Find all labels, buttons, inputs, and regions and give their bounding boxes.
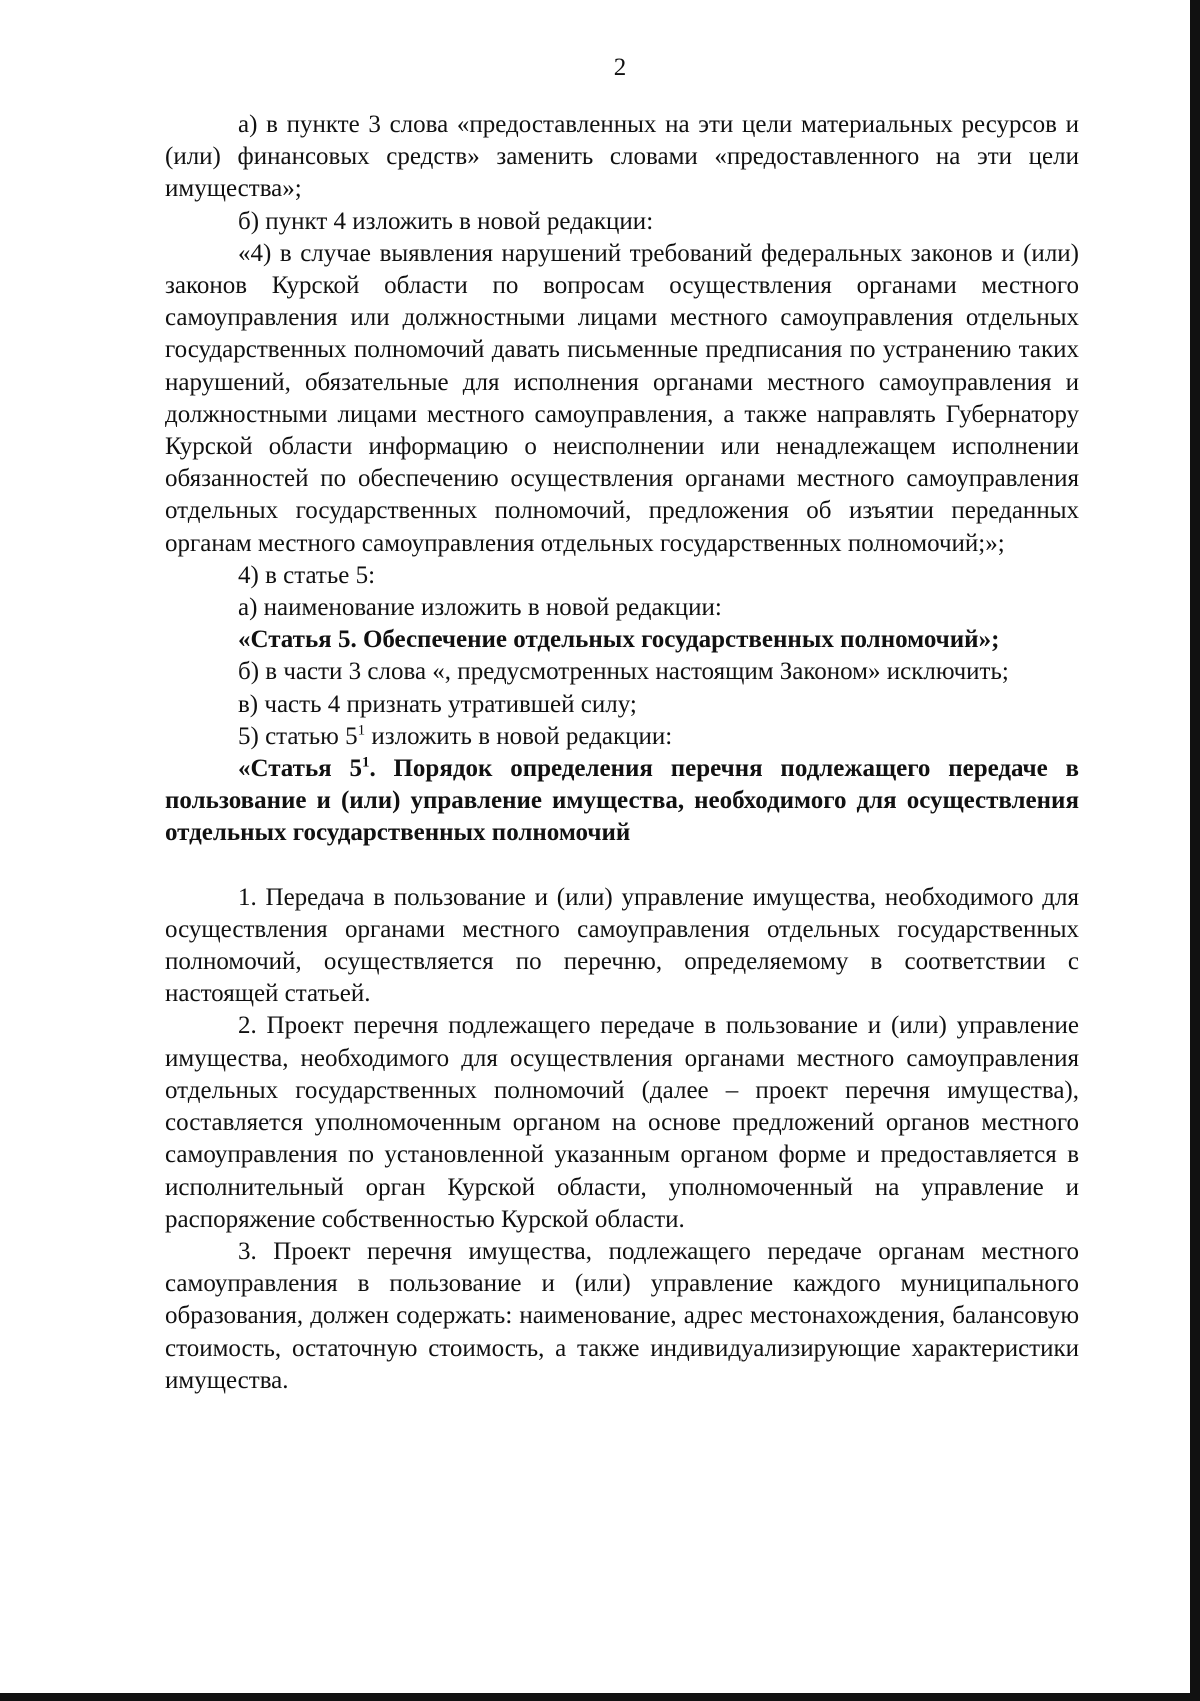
article-5-1-heading-start: «Статья 5 <box>238 755 362 783</box>
item-5-text-end: изложить в новой редакции: <box>365 722 673 750</box>
page-number: 2 <box>613 54 627 81</box>
article-5-1-heading-end: . Порядок определения перечня подлежащего передаче в пользование и (или) управление имущества, необходимого для осуществления отдельных государственных полномочий <box>165 755 1079 847</box>
paragraph-item-5 <box>165 721 1079 753</box>
document-body <box>165 109 1079 1397</box>
article-5-heading: «Статья 5. Обеспечение отдельных государственных полномочий»; <box>238 626 1000 654</box>
paragraph-clause-3b: б) пункт 4 изложить в новой редакции: <box>238 207 654 235</box>
paragraph-item-4: 4) в статье 5: <box>238 561 376 589</box>
article-5-1-superscript: 1 <box>361 754 370 771</box>
article-5-1-heading <box>165 753 1079 850</box>
scan-border-bottom <box>0 1693 1200 1701</box>
paragraph-part-2: 2. Проект перечня подлежащего передаче в пользование и (или) управление имущества, необходимого для осуществления органами местного самоуправления отдельных государственных полномочий (далее – проект перечня имущества), составляется уполномоченным органом на основе предложений органов местного самоуправления по установленной указанным органом форме и предоставляется в исполнительный орган Курской области, уполномоченный на управление и распоряжение собственностью Курской области. <box>165 1012 1079 1233</box>
paragraph-part-1: 1. Передача в пользование и (или) управление имущества, необходимого для осуществления органами местного самоуправления отдельных государственных полномочий, осуществляется по перечню, определяемому в соответствии с настоящей статьей. <box>165 883 1079 1008</box>
paragraph-item-4a: а) наименование изложить в новой редакции: <box>238 594 722 622</box>
paragraph-clause-4-text: «4) в случае выявления нарушений требований федеральных законов и (или) законов Курской области по вопросам осуществления органами местного самоуправления или должностными лицами местного самоуправления отдельных государственных полномочий давать письменные предписания по устранению таких нарушений, обязательные для исполнения органами местного самоуправления и должностными лицами местного самоуправления, а также направлять Губернатору Курской области информацию о неисполнении или ненадлежащем исполнении обязанностей по обеспечению осуществления органами местного самоуправления отдельных государственных полномочий, предложения об изъятии переданных органам местного самоуправления отдельных государственных полномочий;»; <box>165 239 1079 557</box>
item-5-superscript: 1 <box>357 722 366 739</box>
paragraph-part-3: 3. Проект перечня имущества, подлежащего передаче органам местного самоуправления в пользование и (или) управление каждого муниципального образования, должен содержать: наименование, адрес местонахождения, балансовую стоимость, остаточную стоимость, а также индивидуализирующие характеристики имущества. <box>165 1237 1079 1394</box>
paragraph-clause-3a: а) в пункте 3 слова «предоставленных на эти цели материальных ресурсов и (или) финансовых средств» заменить словами «предоставленного на эти цели имущества»; <box>165 111 1079 203</box>
paragraph-item-4b: б) в части 3 слова «, предусмотренных настоящим Законом» исключить; <box>238 658 1009 686</box>
item-5-text-start: 5) статью 5 <box>238 722 358 750</box>
scan-border-right <box>1190 0 1200 1701</box>
paragraph-item-4c: в) часть 4 признать утратившей силу; <box>238 690 637 718</box>
